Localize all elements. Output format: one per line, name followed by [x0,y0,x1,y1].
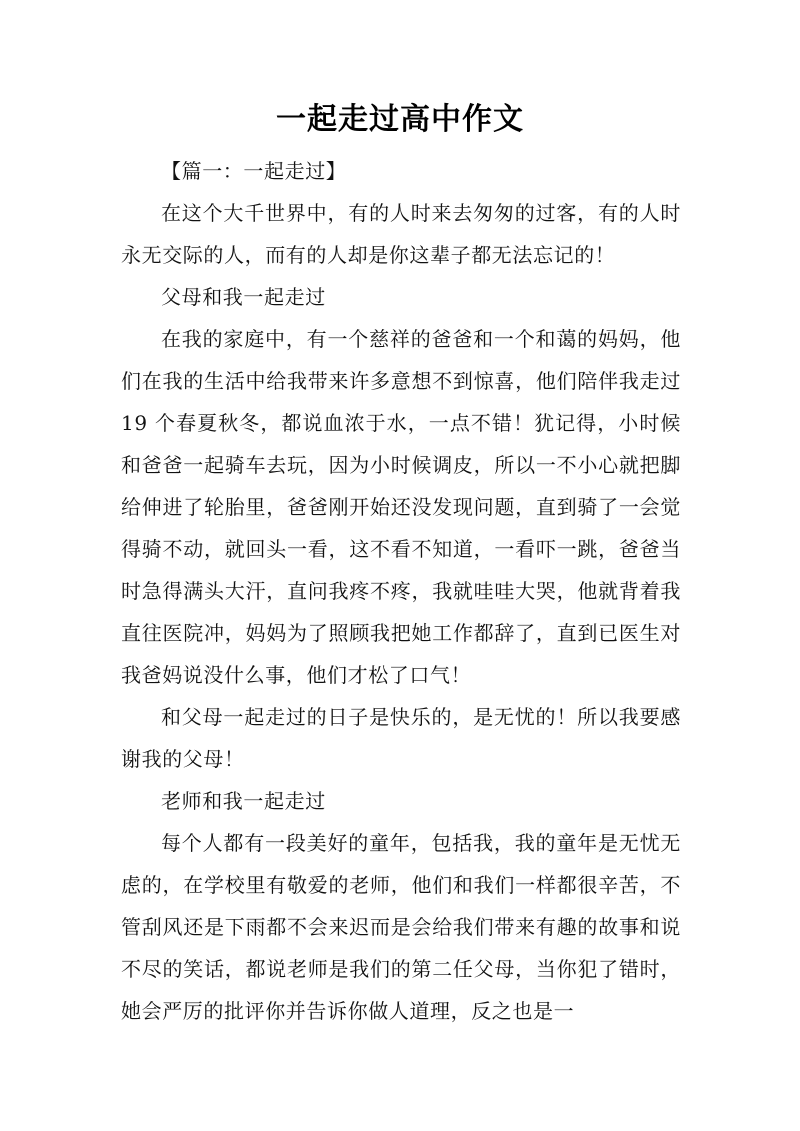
section-heading: 【篇一：一起走过】 [161,159,347,183]
subtitle-teachers: 老师和我一起走过 [161,789,326,813]
intro-paragraph: 在这个大千世界中，有的人时来去匆匆的过客，有的人时永无交际的人，而有的人却是你这辈子都无法忘记的！ [121,201,681,267]
document-body [121,150,681,1032]
parents-conclusion-paragraph: 和父母一起走过的日子是快乐的，是无忧的！所以我要感谢我的父母！ [121,705,681,771]
parents-story-paragraph: 在我的家庭中，有一个慈祥的爸爸和一个和蔼的妈妈，他们在我的生活中给我带来许多意想不到惊喜，他们陪伴我走过 19 个春夏秋冬，都说血浓于水，一点不错！犹记得，小时候和爸爸一起骑车去玩，因为小时候调皮，所以一不小心就把脚给伸进了轮胎里，爸爸刚开始还没发现问题，直到骑了一会觉得骑不动，就回头一看，这不看不知道，一看吓一跳，爸爸当时急得满头大汗，直问我疼不疼，我就哇哇大哭，他就背着我直往医院冲，妈妈为了照顾我把她工作都辞了，直到已医生对我爸妈说没什么事，他们才松了口气！ [121,327,681,687]
teachers-story-paragraph: 每个人都有一段美好的童年，包括我，我的童年是无忧无虑的，在学校里有敬爱的老师，他们和我们一样都很辛苦，不管刮风还是下雨都不会来迟而是会给我们带来有趣的故事和说不尽的笑话，都说老师是我们的第二任父母，当你犯了错时，她会严厉的批评你并告诉你做人道理，反之也是一 [121,831,681,1023]
subtitle-parents: 父母和我一起走过 [161,285,326,309]
document-title: 一起走过高中作文 [276,102,524,137]
